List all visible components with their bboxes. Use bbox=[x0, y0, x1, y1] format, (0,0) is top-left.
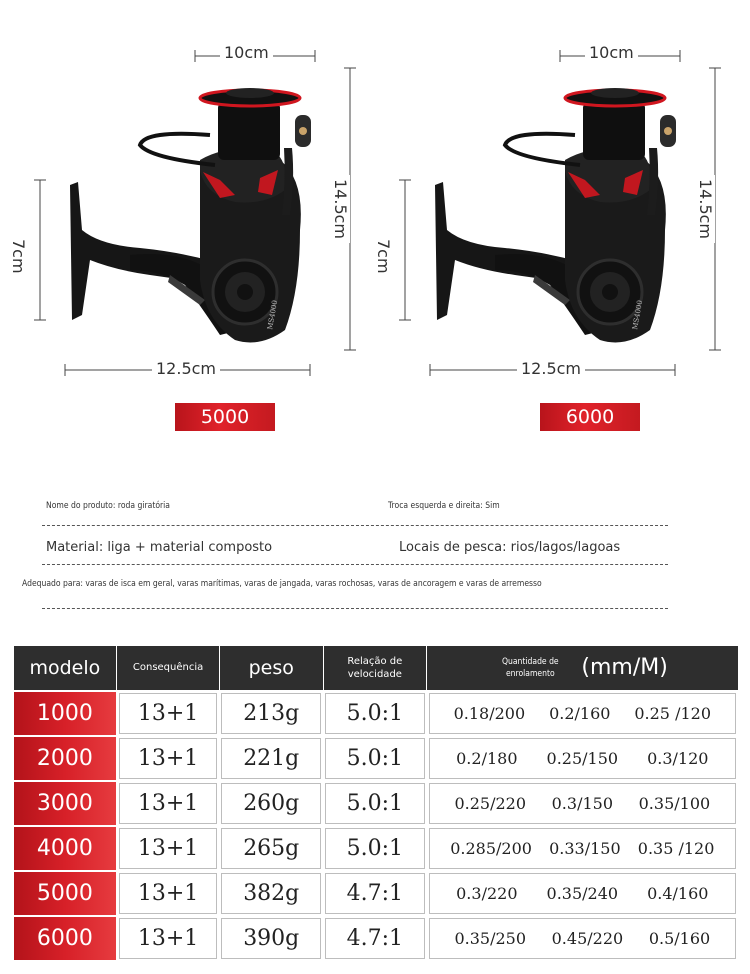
product-panel-5000 bbox=[9, 30, 380, 440]
dimension-lines bbox=[399, 50, 721, 376]
dimension-arm: 7cm bbox=[374, 235, 393, 278]
header-model: modelo bbox=[13, 646, 117, 691]
capacity-value: 0.25/220 bbox=[454, 793, 526, 813]
info-product-name: Nome do produto: roda giratória bbox=[46, 501, 170, 511]
header-ratio bbox=[323, 646, 427, 691]
capacity-value: 0.285/200 bbox=[450, 838, 532, 858]
reel-body-label: MS4000 bbox=[266, 299, 280, 331]
cell-capacity bbox=[427, 736, 738, 781]
reel-body-label: MS4000 bbox=[631, 299, 645, 331]
capacity-value: 0.4/160 bbox=[647, 883, 709, 903]
header-qty-line2: enrolamento bbox=[505, 668, 555, 679]
header-capacity bbox=[427, 646, 738, 691]
dimension-lines bbox=[34, 50, 356, 376]
table-row bbox=[13, 736, 738, 781]
info-fishing-places: Locais de pesca: rios/lagos/lagoas bbox=[399, 540, 621, 555]
dimension-width: 10cm bbox=[220, 43, 273, 62]
cell-model: 2000 bbox=[13, 736, 117, 781]
fishing-reel-illustration bbox=[385, 30, 745, 380]
cell-ratio: 5.0:1 bbox=[323, 826, 427, 871]
capacity-value: 0.3/220 bbox=[456, 883, 518, 903]
header-bearings: Consequência bbox=[117, 646, 220, 691]
cell-capacity bbox=[427, 916, 738, 961]
table-row bbox=[13, 781, 738, 826]
header-ratio-line2: velocidade bbox=[347, 668, 402, 680]
header-qty-line1: Quantidade de bbox=[501, 656, 559, 667]
cell-bearings: 13+1 bbox=[117, 916, 220, 961]
capacity-value: 0.18/200 bbox=[453, 703, 526, 723]
header-qty-unit: (mm/M) bbox=[581, 655, 668, 681]
cell-ratio: 5.0:1 bbox=[323, 781, 427, 826]
cell-model: 1000 bbox=[13, 691, 117, 736]
cell-bearings: 13+1 bbox=[117, 736, 220, 781]
cell-capacity bbox=[427, 871, 738, 916]
info-swap-hands: Troca esquerda e direita: Sim bbox=[388, 501, 500, 511]
cell-weight: 260g bbox=[219, 781, 323, 826]
capacity-value: 0.3/150 bbox=[551, 793, 613, 813]
cell-model: 3000 bbox=[13, 781, 117, 826]
info-suitable-for: Adequado para: varas de isca em geral, varas marítimas, varas de jangada, varas rochosas, varas de ancoragem e varas de arremesso bbox=[22, 579, 542, 589]
model-badge: 5000 bbox=[175, 403, 275, 431]
cell-bearings: 13+1 bbox=[117, 781, 220, 826]
cell-ratio: 4.7:1 bbox=[323, 871, 427, 916]
spec-table bbox=[12, 645, 739, 962]
cell-capacity bbox=[427, 826, 738, 871]
cell-bearings: 13+1 bbox=[117, 826, 220, 871]
divider bbox=[42, 525, 668, 526]
capacity-value: 0.35/240 bbox=[546, 883, 619, 903]
capacity-value: 0.25 /120 bbox=[634, 703, 711, 723]
header-weight: peso bbox=[219, 646, 323, 691]
dimension-base: 12.5cm bbox=[152, 359, 220, 378]
table-row bbox=[13, 826, 738, 871]
capacity-value: 0.3/120 bbox=[647, 748, 709, 768]
dimension-width: 10cm bbox=[585, 43, 638, 62]
header-ratio-line1: Relação de bbox=[347, 655, 403, 667]
table-row bbox=[13, 916, 738, 961]
cell-ratio: 4.7:1 bbox=[323, 916, 427, 961]
cell-bearings: 13+1 bbox=[117, 691, 220, 736]
capacity-value: 0.2/160 bbox=[549, 703, 611, 723]
capacity-value: 0.45/220 bbox=[551, 928, 624, 948]
divider bbox=[42, 564, 668, 565]
cell-capacity bbox=[427, 691, 738, 736]
cell-ratio: 5.0:1 bbox=[323, 736, 427, 781]
model-badge: 6000 bbox=[540, 403, 640, 431]
info-material: Material: liga + material composto bbox=[46, 540, 273, 555]
capacity-value: 0.35/100 bbox=[638, 793, 711, 813]
table-row bbox=[13, 871, 738, 916]
dimension-height: 14.5cm bbox=[696, 175, 715, 243]
capacity-value: 0.33/150 bbox=[549, 838, 621, 858]
dimension-base: 12.5cm bbox=[517, 359, 585, 378]
capacity-value: 0.25/150 bbox=[546, 748, 619, 768]
capacity-value: 0.2/180 bbox=[456, 748, 518, 768]
cell-ratio: 5.0:1 bbox=[323, 691, 427, 736]
capacity-value: 0.5/160 bbox=[648, 928, 711, 948]
capacity-value: 0.35 /120 bbox=[637, 838, 715, 858]
cell-model: 6000 bbox=[13, 916, 117, 961]
cell-weight: 265g bbox=[219, 826, 323, 871]
capacity-value: 0.35/250 bbox=[454, 928, 526, 948]
fishing-reel-illustration bbox=[20, 30, 380, 380]
dimension-arm: 7cm bbox=[9, 235, 28, 278]
cell-model: 5000 bbox=[13, 871, 117, 916]
cell-weight: 390g bbox=[219, 916, 323, 961]
cell-weight: 382g bbox=[219, 871, 323, 916]
divider bbox=[42, 608, 668, 609]
product-panel-6000 bbox=[374, 30, 745, 440]
dimension-height: 14.5cm bbox=[331, 175, 350, 243]
table-row bbox=[13, 691, 738, 736]
cell-model: 4000 bbox=[13, 826, 117, 871]
table-header-row bbox=[13, 646, 738, 691]
cell-capacity bbox=[427, 781, 738, 826]
cell-weight: 221g bbox=[219, 736, 323, 781]
cell-weight: 213g bbox=[219, 691, 323, 736]
cell-bearings: 13+1 bbox=[117, 871, 220, 916]
